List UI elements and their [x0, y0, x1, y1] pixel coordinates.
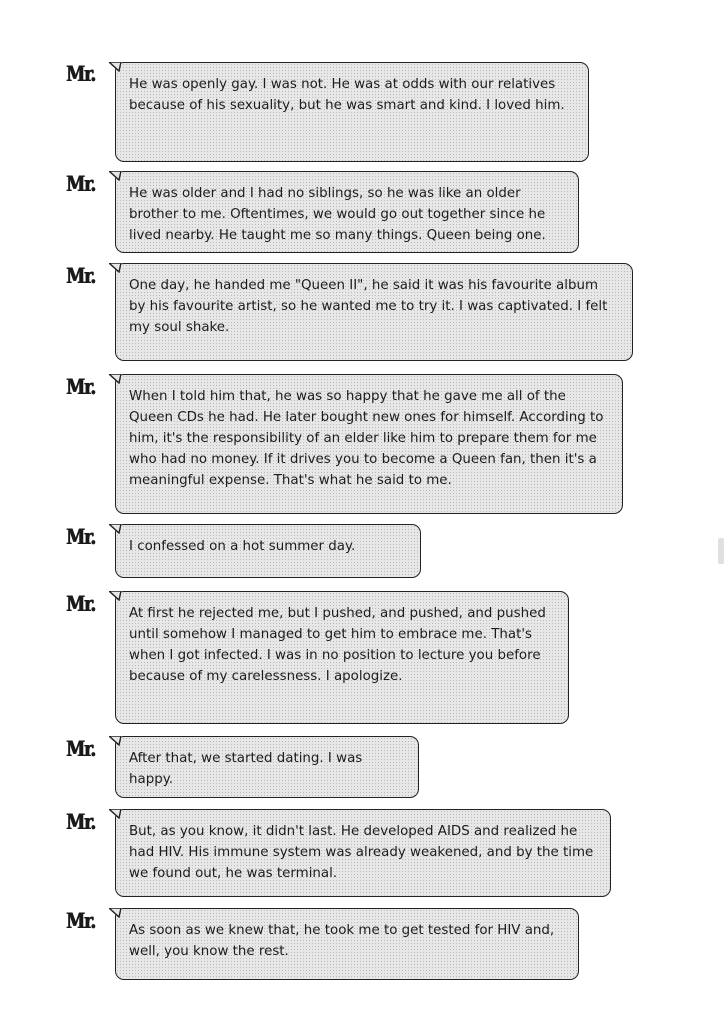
speaker-label: Mr.	[66, 808, 96, 834]
speaker-label: Mr.	[66, 590, 96, 616]
message-text: He was older and I had no siblings, so he was like an older brother to me. Oftentimes, we would go out together since he lived nearby. He taught me so many things. Queen being one.	[129, 186, 546, 243]
speech-bubble	[115, 62, 589, 162]
speaker-avatar	[62, 733, 100, 763]
speaker-label: Mr.	[66, 170, 96, 196]
bubble-tail-icon	[109, 908, 121, 918]
bubble-tail-icon	[109, 374, 121, 384]
speaker-label: Mr.	[66, 735, 96, 761]
bubble-tail-icon	[109, 524, 121, 534]
speech-bubble	[115, 171, 579, 253]
bubble-tail-icon	[109, 263, 121, 273]
page-edge-mark	[718, 538, 724, 564]
speaker-avatar	[62, 260, 100, 290]
speaker-avatar	[62, 806, 100, 836]
speech-bubble	[115, 524, 421, 578]
bubble-tail-icon	[109, 736, 121, 746]
message-text: After that, we started dating. I was happy.	[129, 751, 363, 787]
speaker-avatar	[62, 905, 100, 935]
speech-bubble	[115, 736, 419, 798]
speaker-label: Mr.	[66, 523, 96, 549]
message-text: I confessed on a hot summer day.	[129, 539, 356, 554]
bubble-tail-icon	[109, 171, 121, 181]
speech-bubble	[115, 908, 579, 980]
speaker-avatar	[62, 521, 100, 551]
message-text: But, as you know, it didn't last. He developed AIDS and realized he had HIV. His immune system was already weakened, and by the time we found out, he was terminal.	[129, 824, 594, 881]
speaker-label: Mr.	[66, 907, 96, 933]
speaker-label: Mr.	[66, 373, 96, 399]
speaker-label: Mr.	[66, 262, 96, 288]
speech-bubble	[115, 809, 611, 897]
message-text: As soon as we knew that, he took me to get tested for HIV and, well, you know the rest.	[129, 923, 555, 959]
speaker-avatar	[62, 588, 100, 618]
speech-bubble	[115, 374, 623, 514]
speech-bubble	[115, 263, 633, 361]
message-text: He was openly gay. I was not. He was at odds with our relatives because of his sexuality, but he was smart and kind. I loved him.	[129, 77, 565, 113]
message-text: One day, he handed me "Queen II", he said it was his favourite album by his favourite artist, so he wanted me to try it. I was captivated. I felt my soul shake.	[129, 278, 608, 335]
bubble-tail-icon	[109, 591, 121, 601]
speaker-avatar	[62, 58, 100, 88]
speaker-avatar	[62, 371, 100, 401]
bubble-tail-icon	[109, 62, 121, 72]
speaker-avatar	[62, 168, 100, 198]
message-text: At first he rejected me, but I pushed, and pushed, and pushed until somehow I managed to get him to embrace me. That's when I got infected. I was in no position to lecture you before because of my carelessness. I apologize.	[129, 606, 546, 684]
message-text: When I told him that, he was so happy that he gave me all of the Queen CDs he had. He later bought new ones for himself. According to him, it's the responsibility of an elder like him to prepare them for me who had no money. If it drives you to become a Queen fan, then it's a meaningful expense. That's what he said to me.	[129, 389, 604, 488]
speaker-label: Mr.	[66, 60, 96, 86]
bubble-tail-icon	[109, 809, 121, 819]
speech-bubble	[115, 591, 569, 724]
